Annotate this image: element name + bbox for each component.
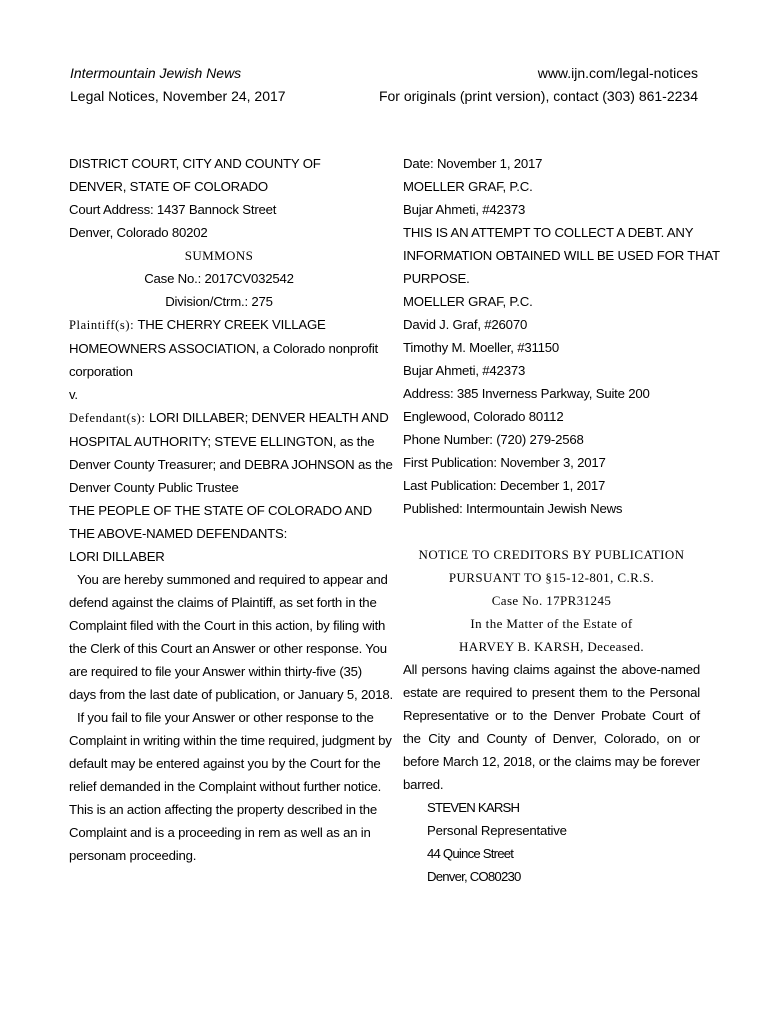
defendant-line4: Denver County Public Trustee bbox=[69, 480, 239, 495]
defendant-names: LORI DILLABER; DENVER HEALTH AND bbox=[145, 410, 389, 425]
creditors-body: All persons having claims against the above-named estate are required to present them to the Personal Representative or to the Denver Probate Court of the City and County of Denver, Colorado, on or before March 12, 2018, or the claims may be forever barred. bbox=[403, 662, 700, 792]
rep-street: 44 Quince Street bbox=[427, 846, 514, 861]
firm-name: MOELLER GRAF, P.C. bbox=[403, 179, 533, 194]
firm-phone: Phone Number: (720) 279-2568 bbox=[403, 432, 584, 447]
debt-notice-line3: PURPOSE. bbox=[403, 271, 470, 286]
attorney-ahmeti: Bujar Ahmeti, #42373 bbox=[403, 363, 526, 378]
deceased-name: HARVEY B. KARSH, Deceased. bbox=[458, 639, 645, 654]
creditors-case-number: Case No. 17PR31245 bbox=[491, 593, 612, 608]
paragraph1-line: days from the last date of publication, or January 5, 2018. bbox=[69, 687, 393, 702]
plaintiff-line3: corporation bbox=[69, 364, 133, 379]
division: Division/Ctrm.: 275 bbox=[165, 294, 273, 309]
spacer bbox=[403, 520, 700, 543]
court-name-line1: DISTRICT COURT, CITY AND COUNTY OF bbox=[69, 156, 321, 171]
paragraph2-line: This is an action affecting the property described in the bbox=[69, 802, 377, 817]
court-city: Denver, Colorado 80202 bbox=[69, 225, 208, 240]
paragraph1-line: are required to file your Answer within thirty-five (35) bbox=[69, 664, 362, 679]
debt-notice-line1: THIS IS AN ATTEMPT TO COLLECT A DEBT. ANY bbox=[403, 225, 694, 240]
header-left bbox=[70, 62, 286, 108]
debt-notice-line2: INFORMATION OBTAINED WILL BE USED FOR THAT bbox=[403, 248, 720, 263]
creditors-title-line1: NOTICE TO CREDITORS BY PUBLICATION bbox=[418, 547, 685, 562]
people-line1: THE PEOPLE OF THE STATE OF COLORADO AND bbox=[69, 503, 372, 518]
contact-info: For originals (print version), contact (303) 861-2234 bbox=[378, 88, 698, 104]
publication-name: Intermountain Jewish News bbox=[70, 65, 242, 81]
notice-date: Legal Notices, November 24, 2017 bbox=[70, 88, 286, 104]
attorney-graf: David J. Graf, #26070 bbox=[403, 317, 528, 332]
rep-name: STEVEN KARSH bbox=[427, 800, 520, 815]
defendant-line1 bbox=[69, 406, 389, 430]
signature-date: Date: November 1, 2017 bbox=[403, 156, 543, 171]
plaintiff-name: THE CHERRY CREEK VILLAGE bbox=[134, 317, 326, 332]
published-in: Published: Intermountain Jewish News bbox=[403, 501, 623, 516]
estate-matter: In the Matter of the Estate of bbox=[470, 616, 633, 631]
firm-address: Address: 385 Inverness Parkway, Suite 200 bbox=[403, 386, 650, 401]
paragraph2-line: Complaint in writing within the time required, judgment by bbox=[69, 733, 392, 748]
summons-title: SUMMONS bbox=[184, 248, 254, 263]
first-publication: First Publication: November 3, 2017 bbox=[403, 455, 606, 470]
attorney-moeller: Timothy M. Moeller, #31150 bbox=[403, 340, 560, 355]
plaintiff-line2: HOMEOWNERS ASSOCIATION, a Colorado nonprofit bbox=[69, 341, 379, 356]
court-name-line2: DENVER, STATE OF COLORADO bbox=[69, 179, 268, 194]
firm-name: MOELLER GRAF, P.C. bbox=[403, 294, 533, 309]
versus: v. bbox=[69, 387, 78, 402]
summons-column bbox=[69, 152, 393, 867]
plaintiff-line1 bbox=[69, 313, 369, 337]
paragraph1-line: defend against the claims of Plaintiff, as set forth in the bbox=[69, 595, 377, 610]
firm-city: Englewood, Colorado 80112 bbox=[403, 409, 564, 424]
defendant-label: Defendant(s): bbox=[69, 411, 146, 425]
paragraph1-line: You are hereby summoned and required to appear and bbox=[77, 572, 388, 587]
paragraph2-line: personam proceeding. bbox=[69, 848, 197, 863]
creditors-title-line2: PURSUANT TO §15-12-801, C.R.S. bbox=[448, 570, 655, 585]
attorney-signer: Bujar Ahmeti, #42373 bbox=[403, 202, 526, 217]
defendant-line3: Denver County Treasurer; and DEBRA JOHNSON as the bbox=[69, 457, 393, 472]
header-right bbox=[379, 62, 698, 108]
plaintiff-label: Plaintiff(s): bbox=[69, 318, 135, 332]
people-line2: THE ABOVE-NAMED DEFENDANTS: bbox=[69, 526, 288, 541]
paragraph2-line: If you fail to file your Answer or other response to the bbox=[77, 710, 374, 725]
rep-title: Personal Representative bbox=[427, 823, 567, 838]
paragraph1-line: Complaint filed with the Court in this action, by filing with bbox=[69, 618, 386, 633]
website-link[interactable]: www.ijn.com/legal-notices bbox=[537, 65, 698, 81]
defendant-line2: HOSPITAL AUTHORITY; STEVE ELLINGTON, as the bbox=[69, 434, 375, 449]
paragraph2-line: Complaint and is a proceeding in rem as well as an in bbox=[69, 825, 371, 840]
addressee: LORI DILLABER bbox=[69, 549, 165, 564]
case-number: Case No.: 2017CV032542 bbox=[144, 271, 294, 286]
paragraph2-line: relief demanded in the Complaint without further notice. bbox=[69, 779, 382, 794]
right-column bbox=[403, 152, 720, 888]
rep-city: Denver, CO80230 bbox=[427, 869, 521, 884]
paragraph1-line: the Clerk of this Court an Answer or other response. You bbox=[69, 641, 387, 656]
court-address: Court Address: 1437 Bannock Street bbox=[69, 202, 277, 217]
paragraph2-line: default may be entered against you by the Court for the bbox=[69, 756, 381, 771]
last-publication: Last Publication: December 1, 2017 bbox=[403, 478, 606, 493]
